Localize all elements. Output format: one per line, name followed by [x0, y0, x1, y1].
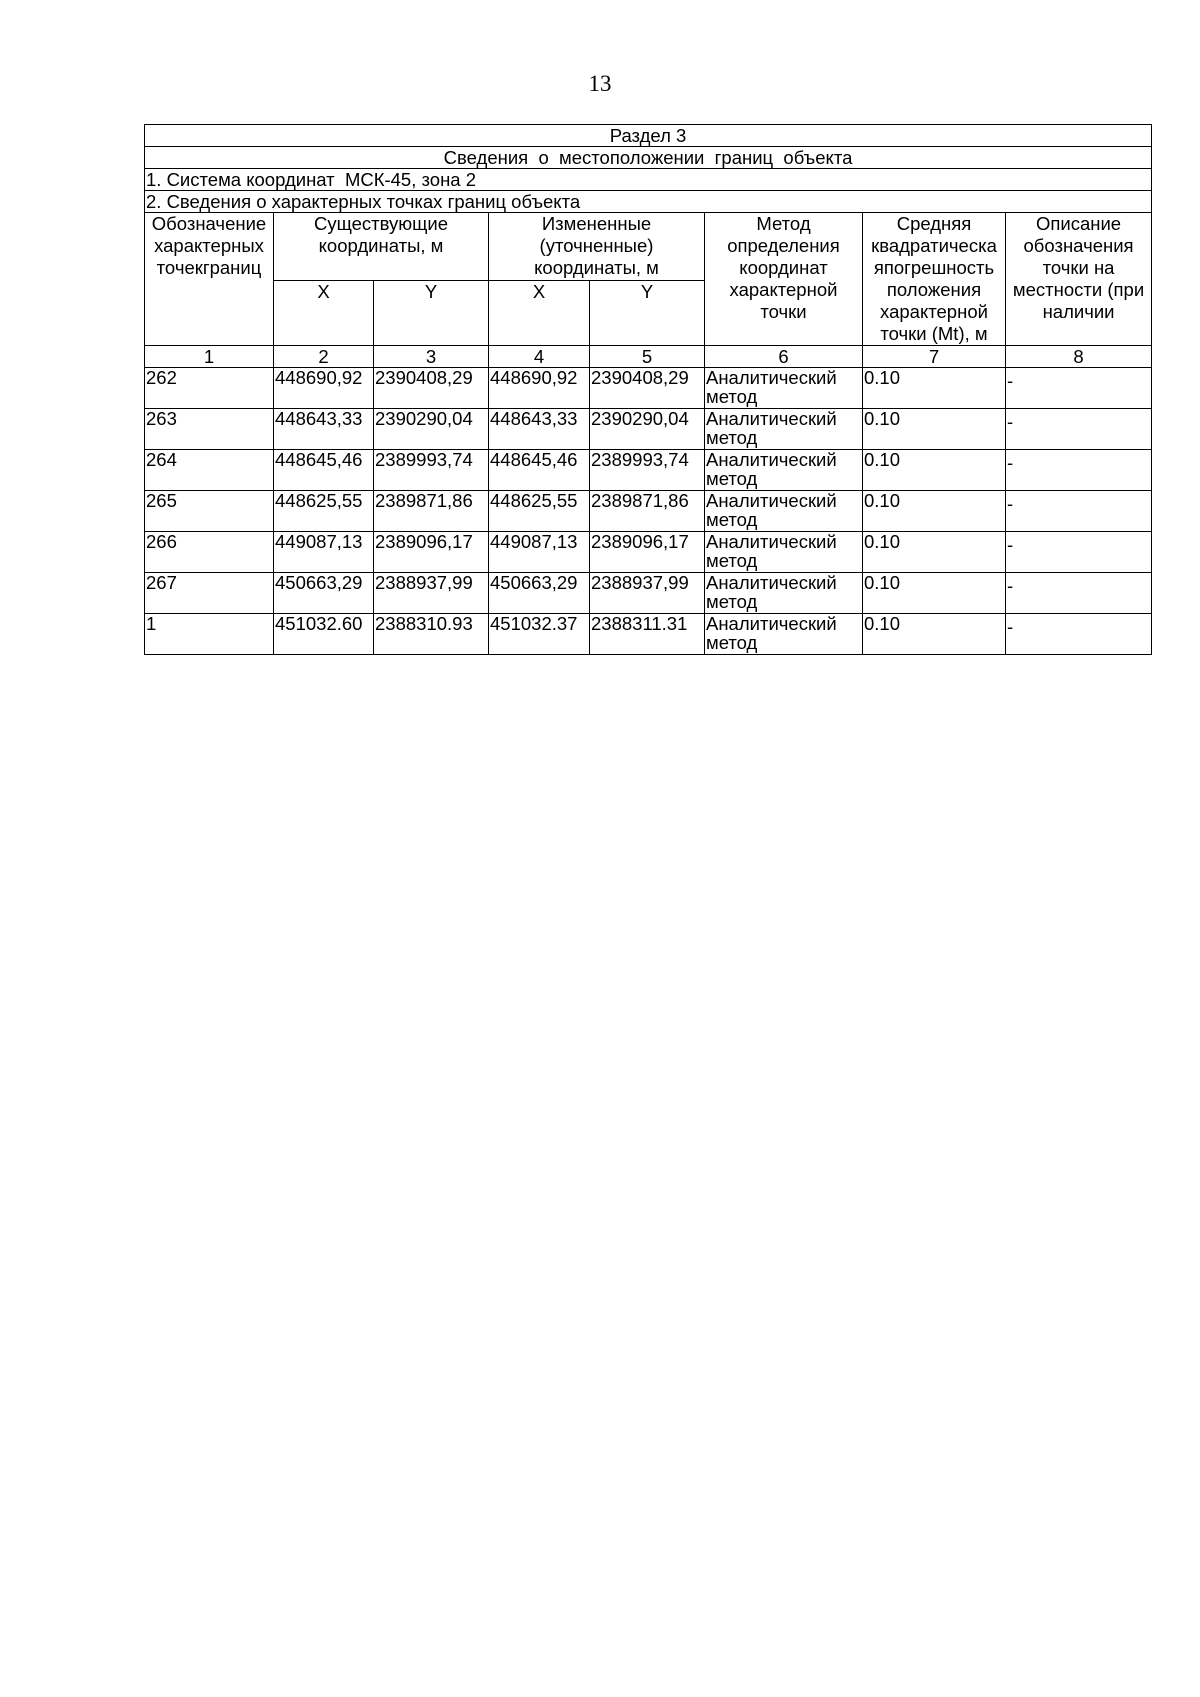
- existing-x: 448645,46: [274, 450, 374, 491]
- description-value: -: [1007, 575, 1014, 596]
- existing-y: 2389993,74: [374, 450, 489, 491]
- section-subtitle: Сведения о местоположении границ объекта: [145, 147, 1152, 169]
- changed-x: 449087,13: [489, 532, 590, 573]
- changed-x: 451032.37: [489, 614, 590, 655]
- method: Аналитический метод: [705, 491, 863, 532]
- changed-y: 2389871,86: [590, 491, 705, 532]
- existing-x: 448690,92: [274, 368, 374, 409]
- method: Аналитический метод: [705, 368, 863, 409]
- description-value: -: [1007, 452, 1014, 473]
- description: [1006, 491, 1152, 532]
- error-value: 0.10: [863, 491, 1006, 532]
- table-row: [145, 368, 1152, 409]
- header-existing-y: Y: [374, 280, 489, 346]
- changed-y: 2389096,17: [590, 532, 705, 573]
- column-number: 8: [1006, 346, 1152, 368]
- changed-x: 448645,46: [489, 450, 590, 491]
- section-title: Раздел 3: [145, 125, 1152, 147]
- point-id: 263: [145, 409, 274, 450]
- description: [1006, 532, 1152, 573]
- existing-y: 2390408,29: [374, 368, 489, 409]
- existing-x: 451032.60: [274, 614, 374, 655]
- changed-x: 448625,55: [489, 491, 590, 532]
- point-id: 266: [145, 532, 274, 573]
- point-id: 267: [145, 573, 274, 614]
- header-designation: Обозначение характерных точекграниц: [145, 213, 274, 346]
- table-row: [145, 573, 1152, 614]
- description-value: -: [1007, 370, 1014, 391]
- column-number: 3: [374, 346, 489, 368]
- column-number: 7: [863, 346, 1006, 368]
- existing-y: 2390290,04: [374, 409, 489, 450]
- header-changed-x: X: [489, 280, 590, 346]
- column-number: 4: [489, 346, 590, 368]
- header-method: Метод определения координат характерной точки: [705, 213, 863, 346]
- existing-x: 449087,13: [274, 532, 374, 573]
- existing-x: 448643,33: [274, 409, 374, 450]
- column-number: 1: [145, 346, 274, 368]
- header-existing-coords: Существующие координаты, м: [274, 213, 489, 281]
- header-changed-coords: Измененные (уточненные) координаты, м: [489, 213, 705, 281]
- existing-y: 2389871,86: [374, 491, 489, 532]
- changed-x: 448690,92: [489, 368, 590, 409]
- description-value: -: [1007, 493, 1014, 514]
- changed-y: 2389993,74: [590, 450, 705, 491]
- description: [1006, 450, 1152, 491]
- changed-x: 448643,33: [489, 409, 590, 450]
- method: Аналитический метод: [705, 614, 863, 655]
- error-value: 0.10: [863, 573, 1006, 614]
- existing-y: 2388937,99: [374, 573, 489, 614]
- existing-x: 448625,55: [274, 491, 374, 532]
- changed-y: 2388311.31: [590, 614, 705, 655]
- changed-y: 2390290,04: [590, 409, 705, 450]
- point-id: 262: [145, 368, 274, 409]
- header-error: Средняя квадратическа япогрешность положения характерной точки (Mt), м: [863, 213, 1006, 346]
- description-value: -: [1007, 616, 1014, 637]
- error-value: 0.10: [863, 532, 1006, 573]
- table-row: [145, 614, 1152, 655]
- table-row: [145, 532, 1152, 573]
- description-value: -: [1007, 411, 1014, 432]
- table-row: [145, 491, 1152, 532]
- column-number: 2: [274, 346, 374, 368]
- error-value: 0.10: [863, 409, 1006, 450]
- points-caption: 2. Сведения о характерных точках границ объекта: [145, 191, 1152, 213]
- method: Аналитический метод: [705, 409, 863, 450]
- coordinate-system: 1. Система координат МСК-45, зона 2: [145, 169, 1152, 191]
- header-description: Описание обозначения точки на местности (при наличии: [1006, 213, 1152, 346]
- changed-y: 2390408,29: [590, 368, 705, 409]
- header-changed-y: Y: [590, 280, 705, 346]
- coordinates-table: [144, 124, 1152, 655]
- method: Аналитический метод: [705, 532, 863, 573]
- table-row: [145, 409, 1152, 450]
- description: [1006, 614, 1152, 655]
- error-value: 0.10: [863, 368, 1006, 409]
- page-number: 13: [588, 71, 612, 96]
- point-id: 265: [145, 491, 274, 532]
- changed-y: 2388937,99: [590, 573, 705, 614]
- column-number: 5: [590, 346, 705, 368]
- error-value: 0.10: [863, 614, 1006, 655]
- header-existing-x: X: [274, 280, 374, 346]
- existing-y: 2389096,17: [374, 532, 489, 573]
- method: Аналитический метод: [705, 573, 863, 614]
- description: [1006, 573, 1152, 614]
- description: [1006, 409, 1152, 450]
- changed-x: 450663,29: [489, 573, 590, 614]
- error-value: 0.10: [863, 450, 1006, 491]
- description: [1006, 368, 1152, 409]
- column-number: 6: [705, 346, 863, 368]
- point-id: 264: [145, 450, 274, 491]
- existing-x: 450663,29: [274, 573, 374, 614]
- point-id: 1: [145, 614, 274, 655]
- existing-y: 2388310.93: [374, 614, 489, 655]
- description-value: -: [1007, 534, 1014, 555]
- table-row: [145, 450, 1152, 491]
- method: Аналитический метод: [705, 450, 863, 491]
